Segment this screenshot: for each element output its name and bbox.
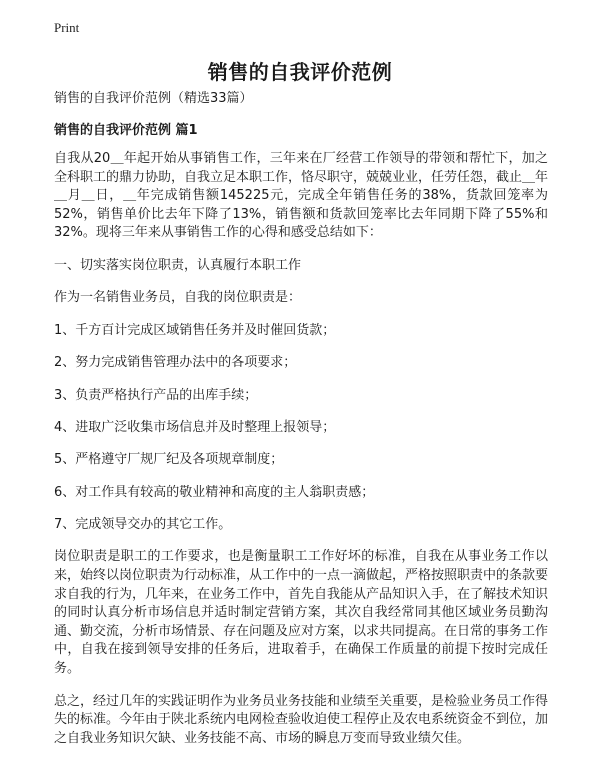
duty-item: 6、对工作具有较高的敬业精神和高度的主人翁职责感；: [54, 484, 375, 500]
body-paragraph: 岗位职责是职工的工作要求，也是衡量职工工作好坏的标准，自我在从事业务工作以来，始终以岗位职责为行动标准，从工作中的一点一滴做起，严格按照职责中的条款要求自我的行为，几年来，在业务工作中，首先自我能从产品知识入手，在了解技术知识的同时认真分析市场信息并适时制定营销方案，其次自我经常同其他区域业务员勤沟通、勤交流，分析市场情景、存在问题及应对方案，以求共同提高。在日常的事务工作中，自我在接到领导安排的任务后，进取着手，在确保工作质量的前提下按时完成任务。: [54, 549, 549, 677]
document-body: [54, 90, 548, 762]
duty-item: 3、负责严格执行产品的出库手续；: [54, 387, 258, 403]
page-title: 销售的自我评价范例: [207, 60, 393, 84]
duties-intro: 作为一名销售业务员，自我的岗位职责是：: [54, 290, 302, 306]
print-link[interactable]: Print: [54, 20, 80, 35]
duty-item: 4、进取广泛收集市场信息并及时整理上报领导；: [54, 419, 336, 435]
duty-item: 1、千方百计完成区域销售任务并及时催回货款；: [54, 322, 336, 338]
intro-paragraph: 自我从20＿年起开始从事销售工作，三年来在厂经营工作领导的带领和帮忙下，加之全科职工的鼎力协助，自我立足本职工作，恪尽职守，兢兢业业，任劳任怨，截止＿年＿月＿日，＿年完成销售额145225元，完成全年销售任务的38%，货款回笼率为52%，销售单价比去年下降了13%，销售额和货款回笼率比去年同期下降了55%和32%。现将三年来从事销售工作的心得和感受总结如下：: [54, 151, 549, 241]
duty-item: 7、完成领导交办的其它工作。: [54, 517, 232, 533]
closing-paragraph: 总之，经过几年的实践证明作为业务员业务技能和业绩至关重要，是检验业务员工作得失的标准。今年由于陕北系统内电网检查验收迫使工程停止及农电系统资金不到位，加之自我业务知识欠缺、业务技能不高、市场的瞬息万变而导致业绩欠佳。: [54, 693, 549, 746]
duty-item: 2、努力完成销售管理办法中的各项要求；: [54, 355, 297, 371]
point-heading: 一、切实落实岗位职责，认真履行本职工作: [54, 257, 302, 273]
document-subtitle: 销售的自我评价范例（精选33篇）: [54, 91, 253, 106]
section-heading: 销售的自我评价范例 篇1: [54, 123, 198, 138]
duty-item: 5、严格遵守厂规厂纪及各项规章制度；: [54, 452, 284, 468]
